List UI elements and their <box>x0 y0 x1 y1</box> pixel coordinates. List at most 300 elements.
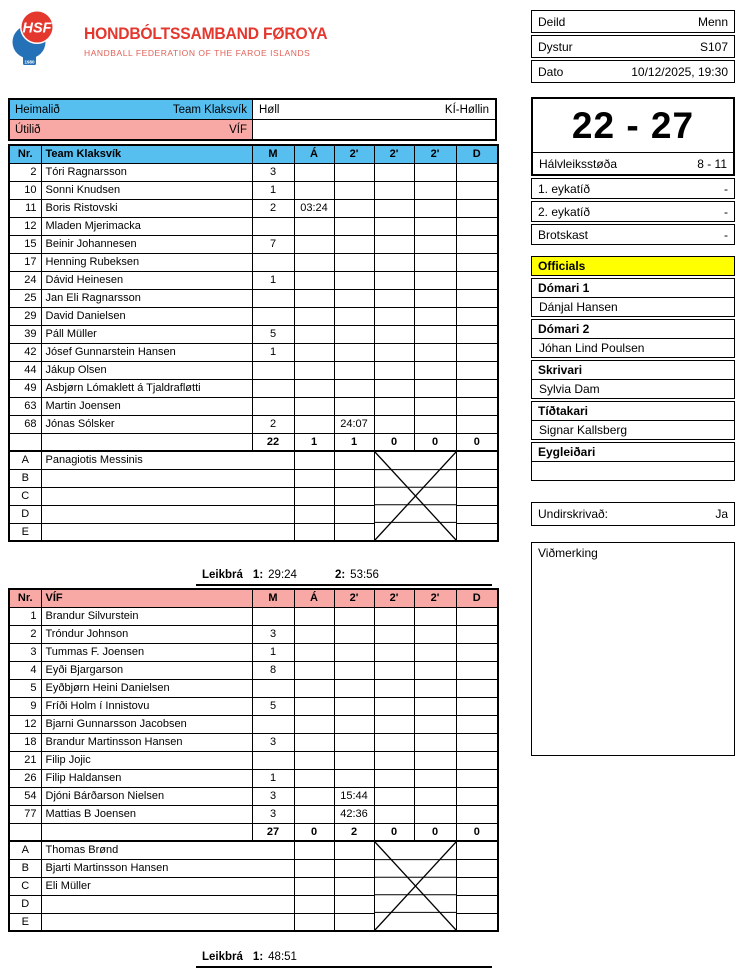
player-row <box>9 271 498 289</box>
player-name: Eyði Bjargarson <box>41 661 252 679</box>
player-suspension3 <box>414 625 456 643</box>
player-suspension1 <box>334 163 374 181</box>
player-suspension2 <box>374 307 414 325</box>
bench-suspension-cell <box>334 895 374 913</box>
player-warning <box>294 163 334 181</box>
player-suspension2 <box>374 661 414 679</box>
player-name: Mladen Mjerimacka <box>41 217 252 235</box>
totals-suspensions2: 0 <box>374 433 414 451</box>
player-suspension2 <box>374 379 414 397</box>
info-value: 10/12/2025, 19:30 <box>631 64 728 79</box>
player-warning <box>294 307 334 325</box>
player-disqualification <box>456 325 498 343</box>
bench-suspension-cell <box>334 487 374 505</box>
player-goals: 5 <box>252 697 294 715</box>
info-label: Dystur <box>538 39 573 54</box>
cross-out-icon <box>375 452 456 540</box>
bench-warning-cell <box>294 859 334 877</box>
player-suspension1 <box>334 625 374 643</box>
player-suspension2 <box>374 199 414 217</box>
player-suspension1 <box>334 715 374 733</box>
bench-warning-cell <box>294 877 334 895</box>
player-suspension3 <box>414 715 456 733</box>
match-info-row-deild <box>531 10 735 33</box>
totals-suspensions1: 2 <box>334 823 374 841</box>
player-row <box>9 715 498 733</box>
player-row <box>9 379 498 397</box>
player-number: 2 <box>9 163 41 181</box>
bench-suspension-cell <box>334 505 374 523</box>
away-roster-table <box>8 588 499 932</box>
player-disqualification <box>456 607 498 625</box>
bench-name <box>41 487 294 505</box>
timeout1-label: 1: <box>252 951 264 963</box>
player-row <box>9 787 498 805</box>
totals-suspensions2: 0 <box>374 823 414 841</box>
player-suspension2 <box>374 397 414 415</box>
player-disqualification <box>456 361 498 379</box>
bench-name <box>41 505 294 523</box>
home-row <box>10 100 495 119</box>
bench-suspension-cell <box>334 451 374 469</box>
officials-header <box>531 256 735 276</box>
player-name: Brandur Silvurstein <box>41 607 252 625</box>
player-name: Fríði Holm í Innistovu <box>41 697 252 715</box>
player-suspension1 <box>334 661 374 679</box>
bench-name <box>41 913 294 931</box>
officials-panel <box>531 256 735 481</box>
totals-goals: 27 <box>252 823 294 841</box>
away-players <box>9 607 498 823</box>
player-suspension2 <box>374 769 414 787</box>
totals-suspensions3: 0 <box>414 823 456 841</box>
player-suspension1 <box>334 751 374 769</box>
player-name: Jónas Sólsker <box>41 415 252 433</box>
player-goals <box>252 217 294 235</box>
bench-name <box>41 469 294 487</box>
col-header-nr: Nr. <box>9 589 41 607</box>
player-suspension1 <box>334 679 374 697</box>
bench-row <box>9 841 498 859</box>
player-name: Dávid Heinesen <box>41 271 252 289</box>
player-row <box>9 697 498 715</box>
player-goals: 7 <box>252 235 294 253</box>
player-goals: 3 <box>252 787 294 805</box>
player-warning <box>294 697 334 715</box>
signed-row <box>531 502 735 526</box>
player-name: Filip Jojic <box>41 751 252 769</box>
player-warning <box>294 751 334 769</box>
player-number: 1 <box>9 607 41 625</box>
player-suspension3 <box>414 787 456 805</box>
player-row <box>9 199 498 217</box>
player-suspension1 <box>334 361 374 379</box>
player-name: Djóni Bárðarson Nielsen <box>41 787 252 805</box>
remarks-label: Viðmerking <box>538 546 598 560</box>
player-goals <box>252 361 294 379</box>
bench-d-cell <box>456 487 498 505</box>
player-number: 21 <box>9 751 41 769</box>
player-warning <box>294 361 334 379</box>
player-number: 17 <box>9 253 41 271</box>
col-header-team: VÍF <box>41 589 252 607</box>
player-suspension3 <box>414 805 456 823</box>
player-suspension2 <box>374 343 414 361</box>
timeout1-label: 1: <box>252 569 264 581</box>
official-role: Eygleiðari <box>532 443 734 462</box>
officials-header-label: Officials <box>538 259 586 273</box>
player-suspension3 <box>414 697 456 715</box>
player-suspension1: 42:36 <box>334 805 374 823</box>
player-goals: 2 <box>252 199 294 217</box>
penalty-value: - <box>724 227 728 242</box>
player-suspension1 <box>334 379 374 397</box>
bench-d-cell <box>456 877 498 895</box>
player-goals <box>252 379 294 397</box>
bench-warning-cell <box>294 487 334 505</box>
player-row <box>9 397 498 415</box>
player-warning <box>294 805 334 823</box>
player-suspension1 <box>334 343 374 361</box>
player-suspension3 <box>414 163 456 181</box>
player-row <box>9 253 498 271</box>
score-panel <box>531 97 735 245</box>
official-name: Sylvia Dam <box>539 382 600 396</box>
player-goals <box>252 679 294 697</box>
player-name: Tróndur Johnson <box>41 625 252 643</box>
player-row <box>9 769 498 787</box>
player-suspension3 <box>414 733 456 751</box>
federation-title: HONDBÓLTSSAMBAND FØROYA <box>84 24 328 43</box>
player-suspension2 <box>374 625 414 643</box>
away-cell <box>10 120 253 139</box>
penalty-label: Brotskast <box>538 227 589 242</box>
player-suspension2 <box>374 253 414 271</box>
player-suspension3 <box>414 415 456 433</box>
player-warning <box>294 769 334 787</box>
hall-value: KÍ-Høllin <box>444 103 489 116</box>
info-label: Deild <box>538 14 566 29</box>
hall-cell <box>253 100 495 119</box>
player-goals: 1 <box>252 271 294 289</box>
player-row <box>9 235 498 253</box>
bench-row <box>9 451 498 469</box>
bench-suspension-cell <box>334 469 374 487</box>
overtime2-row <box>531 201 735 222</box>
player-goals: 3 <box>252 805 294 823</box>
player-goals <box>252 253 294 271</box>
official-role: Skrivari <box>532 361 734 380</box>
player-suspension3 <box>414 679 456 697</box>
player-disqualification <box>456 697 498 715</box>
match-info-row-dato <box>531 60 735 83</box>
player-suspension3 <box>414 217 456 235</box>
player-suspension3 <box>414 343 456 361</box>
player-suspension2 <box>374 679 414 697</box>
player-row <box>9 625 498 643</box>
bench-warning-cell <box>294 505 334 523</box>
player-disqualification <box>456 253 498 271</box>
player-number: 15 <box>9 235 41 253</box>
timeout2-time: 53:56 <box>350 569 379 581</box>
player-warning <box>294 661 334 679</box>
player-name: David Danielsen <box>41 307 252 325</box>
player-disqualification <box>456 235 498 253</box>
bench-letter: C <box>9 877 41 895</box>
player-suspension1: 24:07 <box>334 415 374 433</box>
bench-name <box>41 895 294 913</box>
bench-d-cell <box>456 841 498 859</box>
player-suspension3 <box>414 271 456 289</box>
player-number: 26 <box>9 769 41 787</box>
player-suspension1 <box>334 199 374 217</box>
hall-label: Høll <box>259 103 280 116</box>
player-number: 39 <box>9 325 41 343</box>
player-name: Bjarni Gunnarsson Jacobsen <box>41 715 252 733</box>
col-header-suspension2: 2' <box>374 589 414 607</box>
player-number: 29 <box>9 307 41 325</box>
bench-d-cell <box>456 913 498 931</box>
bench-warning-cell <box>294 451 334 469</box>
player-row <box>9 661 498 679</box>
player-number: 4 <box>9 661 41 679</box>
player-suspension1 <box>334 607 374 625</box>
player-suspension2 <box>374 415 414 433</box>
totals-disqualifications: 0 <box>456 823 498 841</box>
match-info-panel <box>531 10 735 85</box>
player-goals: 1 <box>252 181 294 199</box>
bench-letter: B <box>9 859 41 877</box>
player-name: Mattias B Joensen <box>41 805 252 823</box>
bench-crossed-cells <box>374 451 456 541</box>
away-totals-row <box>9 823 498 841</box>
col-header-disqualification: D <box>456 589 498 607</box>
home-cell <box>10 100 253 119</box>
official-entry <box>531 442 735 481</box>
player-warning <box>294 625 334 643</box>
player-goals: 3 <box>252 163 294 181</box>
timeouts-label: Leikbrá <box>202 569 243 581</box>
bench-warning-cell <box>294 913 334 931</box>
player-suspension2 <box>374 805 414 823</box>
player-disqualification <box>456 181 498 199</box>
player-suspension2 <box>374 697 414 715</box>
player-goals <box>252 715 294 733</box>
player-name: Henning Rubeksen <box>41 253 252 271</box>
totals-suspensions1: 1 <box>334 433 374 451</box>
player-disqualification <box>456 733 498 751</box>
info-label: Dato <box>538 64 564 79</box>
player-suspension2 <box>374 715 414 733</box>
player-suspension3 <box>414 325 456 343</box>
player-suspension3 <box>414 307 456 325</box>
totals-goals: 22 <box>252 433 294 451</box>
player-goals: 8 <box>252 661 294 679</box>
home-timeouts <box>196 568 492 586</box>
bench-warning-cell <box>294 895 334 913</box>
totals-spacer <box>9 823 41 841</box>
player-disqualification <box>456 271 498 289</box>
timeout2-label: 2: <box>334 569 346 581</box>
player-suspension3 <box>414 607 456 625</box>
player-disqualification <box>456 787 498 805</box>
player-suspension3 <box>414 751 456 769</box>
home-roster-header <box>9 145 498 163</box>
player-warning <box>294 643 334 661</box>
match-info-row-dystur <box>531 35 735 58</box>
player-suspension3 <box>414 361 456 379</box>
cross-out-icon <box>375 842 456 930</box>
col-header-suspension1: 2' <box>334 589 374 607</box>
player-suspension3 <box>414 769 456 787</box>
totals-warnings: 0 <box>294 823 334 841</box>
bench-crossed-cells <box>374 841 456 931</box>
player-suspension1: 15:44 <box>334 787 374 805</box>
player-name: Páll Müller <box>41 325 252 343</box>
totals-spacer <box>41 433 252 451</box>
player-name: Boris Ristovski <box>41 199 252 217</box>
player-disqualification <box>456 163 498 181</box>
player-number: 11 <box>9 199 41 217</box>
player-goals <box>252 607 294 625</box>
official-role: Tíðtakari <box>532 402 734 421</box>
player-name: Filip Haldansen <box>41 769 252 787</box>
bench-d-cell <box>456 859 498 877</box>
player-number: 77 <box>9 805 41 823</box>
player-row <box>9 733 498 751</box>
player-suspension2 <box>374 181 414 199</box>
player-disqualification <box>456 289 498 307</box>
player-warning <box>294 733 334 751</box>
totals-spacer <box>41 823 252 841</box>
player-row <box>9 415 498 433</box>
player-row <box>9 607 498 625</box>
player-number: 25 <box>9 289 41 307</box>
player-warning <box>294 217 334 235</box>
player-disqualification <box>456 769 498 787</box>
official-entry <box>531 360 735 399</box>
bench-name: Eli Müller <box>41 877 294 895</box>
player-row <box>9 343 498 361</box>
totals-warnings: 1 <box>294 433 334 451</box>
player-suspension3 <box>414 643 456 661</box>
player-suspension3 <box>414 199 456 217</box>
player-goals <box>252 397 294 415</box>
official-role: Dómari 1 <box>532 279 734 298</box>
player-name: Martin Joensen <box>41 397 252 415</box>
player-number: 49 <box>9 379 41 397</box>
venue-block <box>8 98 497 141</box>
player-suspension3 <box>414 379 456 397</box>
bench-suspension-cell <box>334 523 374 541</box>
halftime-value: 8 - 11 <box>697 156 727 171</box>
player-row <box>9 805 498 823</box>
player-suspension3 <box>414 397 456 415</box>
official-name: Dánjal Hansen <box>539 300 618 314</box>
col-header-warning: Á <box>294 145 334 163</box>
bench-d-cell <box>456 469 498 487</box>
official-entry <box>531 319 735 358</box>
bench-name: Thomas Brønd <box>41 841 294 859</box>
bench-name: Bjarti Martinsson Hansen <box>41 859 294 877</box>
player-disqualification <box>456 379 498 397</box>
player-goals <box>252 307 294 325</box>
player-suspension3 <box>414 661 456 679</box>
player-warning <box>294 397 334 415</box>
bench-letter: D <box>9 895 41 913</box>
player-name: Tummas F. Joensen <box>41 643 252 661</box>
federation-logo <box>10 8 58 75</box>
player-suspension1 <box>334 733 374 751</box>
player-warning <box>294 607 334 625</box>
player-goals <box>252 751 294 769</box>
player-row <box>9 751 498 769</box>
player-goals: 1 <box>252 769 294 787</box>
player-number: 68 <box>9 415 41 433</box>
player-suspension1 <box>334 181 374 199</box>
player-warning <box>294 235 334 253</box>
player-warning <box>294 415 334 433</box>
totals-disqualifications: 0 <box>456 433 498 451</box>
player-goals: 1 <box>252 343 294 361</box>
player-suspension2 <box>374 733 414 751</box>
player-warning <box>294 181 334 199</box>
player-name: Tóri Ragnarsson <box>41 163 252 181</box>
totals-spacer <box>9 433 41 451</box>
player-suspension1 <box>334 289 374 307</box>
bench-suspension-cell <box>334 913 374 931</box>
player-suspension1 <box>334 397 374 415</box>
overtime2-label: 2. eykatíð <box>538 204 591 219</box>
player-name: Jákup Olsen <box>41 361 252 379</box>
away-roster-header <box>9 589 498 607</box>
player-number: 9 <box>9 697 41 715</box>
player-row <box>9 361 498 379</box>
away-row <box>10 119 495 139</box>
final-score: 22 - 27 <box>533 99 733 153</box>
player-disqualification <box>456 643 498 661</box>
player-suspension2 <box>374 751 414 769</box>
player-disqualification <box>456 199 498 217</box>
player-goals: 3 <box>252 625 294 643</box>
player-suspension2 <box>374 271 414 289</box>
timeouts-label: Leikbrá <box>202 951 243 963</box>
player-name: Jósef Gunnarstein Hansen <box>41 343 252 361</box>
player-suspension1 <box>334 769 374 787</box>
player-suspension3 <box>414 289 456 307</box>
col-header-suspension3: 2' <box>414 589 456 607</box>
player-suspension2 <box>374 163 414 181</box>
player-name: Brandur Martinsson Hansen <box>41 733 252 751</box>
official-name: Signar Kallsberg <box>539 423 628 437</box>
player-warning <box>294 715 334 733</box>
logo-year-text: 1980 <box>24 59 35 65</box>
player-name: Asbjørn Lómaklett á Tjaldrafløtti <box>41 379 252 397</box>
player-goals: 1 <box>252 643 294 661</box>
player-suspension2 <box>374 289 414 307</box>
bench-d-cell <box>456 451 498 469</box>
col-header-goals: M <box>252 145 294 163</box>
bench-d-cell <box>456 505 498 523</box>
player-number: 24 <box>9 271 41 289</box>
player-disqualification <box>456 679 498 697</box>
official-name: Jóhan Lind Poulsen <box>539 341 645 355</box>
bench-name: Panagiotis Messinis <box>41 451 294 469</box>
player-row <box>9 217 498 235</box>
bench-letter: A <box>9 451 41 469</box>
player-warning: 03:24 <box>294 199 334 217</box>
player-row <box>9 643 498 661</box>
